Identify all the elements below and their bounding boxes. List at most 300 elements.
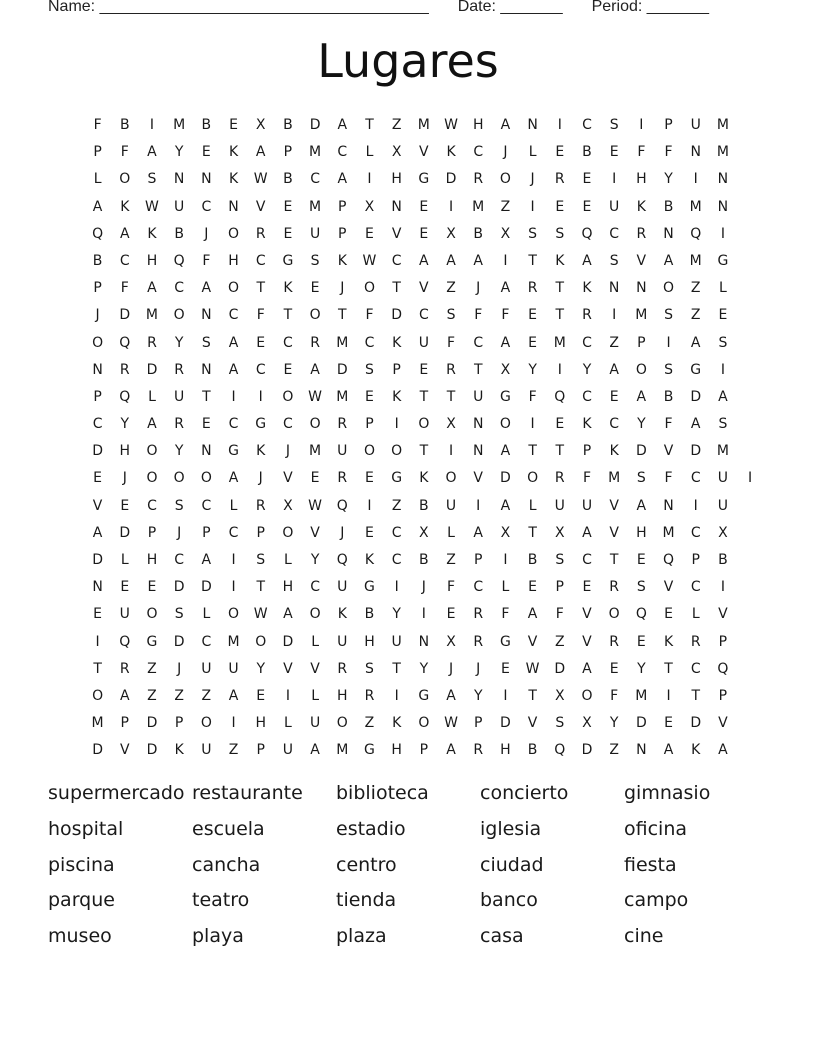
grid-letter: U: [445, 497, 457, 514]
grid-letter: P: [338, 225, 347, 242]
grid-letter: Q: [635, 606, 647, 623]
grid-letter: A: [500, 334, 511, 351]
grid-letter: P: [473, 715, 483, 732]
grid-letter: E: [609, 388, 619, 405]
grid-letter: E: [528, 579, 538, 596]
grid-letter: K: [120, 198, 130, 215]
grid-letter: Z: [391, 117, 402, 133]
grid-letter: M: [145, 307, 159, 324]
grid-row: [84, 737, 764, 764]
grid-letter: I: [693, 497, 698, 514]
grid-letter: B: [419, 552, 429, 568]
grid-letter: N: [201, 171, 212, 188]
grid-letter: D: [690, 388, 702, 405]
grid-letter: F: [610, 687, 619, 704]
grid-letter: V: [283, 660, 293, 677]
grid-letter: C: [283, 334, 293, 351]
grid-letter: B: [201, 117, 212, 133]
grid-letter: H: [146, 252, 158, 269]
word-bank-item: casa: [480, 925, 524, 948]
grid-letter: N: [636, 742, 647, 759]
grid-letter: A: [228, 687, 239, 704]
grid-letter: A: [609, 361, 619, 378]
grid-letter: V: [119, 742, 130, 759]
grid-letter: I: [503, 687, 508, 704]
grid-letter: M: [689, 252, 702, 269]
grid-letter: C: [391, 552, 402, 568]
grid-letter: U: [554, 497, 565, 514]
grid-letter: K: [691, 742, 701, 759]
grid-letter: P: [256, 742, 265, 759]
grid-letter: V: [609, 524, 619, 541]
grid-letter: S: [555, 552, 565, 568]
grid-letter: Q: [717, 660, 729, 677]
grid-letter: K: [419, 470, 429, 487]
grid-letter: S: [609, 117, 619, 133]
grid-letter: X: [446, 416, 456, 433]
grid-letter: R: [636, 225, 647, 242]
grid-letter: H: [255, 715, 266, 732]
grid-letter: K: [337, 606, 347, 623]
grid-letter: W: [308, 388, 323, 405]
grid-letter: C: [391, 524, 402, 541]
grid-letter: F: [501, 606, 510, 623]
grid-row: [84, 384, 764, 411]
grid-letter: A: [147, 280, 157, 297]
grid-letter: R: [609, 579, 620, 596]
grid-letter: Y: [310, 552, 320, 568]
grid-letter: X: [718, 524, 728, 541]
grid-letter: O: [499, 171, 511, 188]
grid-letter: R: [609, 633, 620, 650]
grid-letter: A: [283, 606, 293, 623]
grid-letter: U: [282, 742, 294, 759]
grid-letter: C: [418, 307, 429, 324]
grid-letter: O: [635, 361, 647, 378]
grid-letter: B: [119, 117, 130, 133]
grid-letter: X: [554, 524, 565, 541]
grid-letter: T: [256, 280, 265, 297]
grid-letter: D: [336, 361, 348, 378]
grid-letter: C: [473, 334, 484, 351]
grid-letter: C: [473, 579, 484, 596]
grid-letter: O: [663, 280, 675, 297]
grid-letter: G: [228, 443, 239, 460]
page-title: Lugares: [317, 34, 499, 88]
word-bank-item: centro: [336, 853, 397, 876]
grid-letter: K: [256, 443, 266, 460]
grid-letter: L: [120, 552, 129, 568]
grid-letter: U: [717, 497, 729, 514]
grid-letter: P: [582, 443, 592, 460]
grid-row: [84, 411, 764, 438]
grid-letter: I: [639, 117, 644, 133]
grid-letter: C: [174, 280, 185, 297]
grid-letter: O: [200, 715, 212, 732]
grid-letter: P: [120, 715, 129, 732]
grid-row: [84, 547, 764, 574]
grid-letter: N: [663, 497, 674, 514]
grid-letter: L: [501, 579, 510, 596]
grid-letter: H: [282, 579, 294, 596]
grid-letter: V: [310, 524, 320, 541]
grid-letter: E: [229, 117, 238, 133]
grid-letter: O: [228, 225, 240, 242]
grid-letter: H: [337, 687, 348, 704]
grid-letter: Q: [690, 225, 702, 242]
grid-letter: I: [666, 334, 671, 351]
grid-letter: N: [92, 361, 103, 378]
grid-letter: D: [119, 524, 131, 541]
grid-letter: F: [447, 579, 456, 596]
grid-letter: Q: [554, 388, 566, 405]
grid-letter: A: [500, 280, 511, 297]
grid-letter: C: [690, 524, 701, 541]
grid-letter: Y: [419, 660, 429, 677]
grid-row: [84, 275, 764, 302]
grid-letter: V: [473, 470, 483, 487]
grid-letter: T: [365, 117, 374, 133]
grid-letter: D: [282, 633, 294, 650]
grid-letter: E: [147, 579, 157, 596]
grid-letter: A: [228, 334, 239, 351]
grid-letter: D: [635, 443, 647, 460]
grid-letter: D: [173, 633, 185, 650]
grid-letter: U: [228, 660, 239, 677]
grid-letter: C: [228, 524, 239, 541]
grid-letter: E: [555, 198, 565, 215]
grid-letter: U: [418, 334, 429, 351]
grid-letter: R: [527, 280, 538, 297]
grid-letter: A: [147, 416, 157, 433]
grid-letter: P: [473, 552, 483, 568]
word-bank-item: museo: [48, 925, 112, 948]
grid-row: [84, 629, 764, 656]
grid-letter: C: [473, 144, 484, 161]
grid-letter: S: [310, 252, 320, 269]
grid-letter: E: [365, 470, 374, 487]
grid-letter: D: [445, 171, 457, 188]
grid-letter: J: [340, 524, 345, 541]
grid-letter: O: [309, 606, 321, 623]
grid-letter: X: [554, 687, 565, 704]
grid-letter: T: [691, 687, 700, 704]
grid-letter: B: [582, 144, 592, 161]
grid-letter: M: [336, 388, 349, 405]
grid-letter: H: [228, 252, 239, 269]
grid-letter: L: [284, 715, 292, 732]
grid-letter: O: [282, 524, 294, 541]
grid-letter: A: [636, 388, 647, 405]
grid-letter: C: [609, 416, 620, 433]
grid-letter: O: [391, 443, 403, 460]
grid-letter: S: [365, 660, 374, 677]
grid-letter: I: [149, 117, 155, 133]
grid-letter: T: [609, 552, 619, 568]
grid-letter: F: [664, 144, 673, 161]
grid-letter: T: [555, 443, 565, 460]
grid-row: [84, 194, 764, 221]
grid-letter: T: [202, 388, 211, 405]
name-field-label: Name: _____________________________________: [48, 0, 429, 15]
grid-letter: T: [392, 280, 401, 297]
grid-row: [84, 683, 764, 710]
grid-letter: L: [93, 171, 102, 188]
grid-letter: H: [364, 633, 375, 650]
word-bank-item: cine: [624, 925, 664, 948]
grid-letter: S: [446, 307, 456, 324]
grid-letter: M: [91, 715, 104, 732]
grid-letter: T: [446, 388, 456, 405]
grid-letter: C: [690, 660, 701, 677]
grid-letter: F: [637, 144, 646, 161]
student-info-header: [48, 0, 709, 16]
grid-letter: N: [173, 171, 185, 188]
grid-letter: X: [255, 117, 266, 133]
grid-letter: M: [635, 307, 648, 324]
grid-letter: L: [365, 144, 374, 161]
grid-letter: K: [147, 225, 157, 242]
grid-letter: H: [119, 443, 131, 460]
grid-letter: E: [93, 606, 103, 623]
grid-letter: E: [528, 307, 538, 324]
grid-letter: V: [310, 660, 320, 677]
grid-letter: C: [391, 252, 402, 269]
grid-letter: N: [472, 443, 484, 460]
grid-letter: N: [663, 225, 674, 242]
grid-letter: D: [92, 443, 103, 460]
grid-letter: U: [690, 117, 701, 133]
grid-letter: A: [718, 388, 728, 405]
grid-letter: M: [662, 524, 675, 541]
grid-letter: C: [201, 497, 212, 514]
grid-letter: P: [93, 280, 102, 297]
grid-letter: R: [310, 334, 320, 351]
grid-letter: K: [392, 715, 402, 732]
grid-letter: R: [147, 334, 157, 351]
grid-letter: Q: [581, 225, 593, 242]
grid-letter: D: [391, 307, 403, 324]
grid-letter: U: [581, 497, 593, 514]
grid-letter: O: [581, 687, 593, 704]
grid-letter: M: [608, 470, 621, 487]
grid-letter: O: [92, 334, 104, 351]
grid-letter: D: [500, 470, 511, 487]
grid-letter: E: [365, 388, 374, 405]
grid-letter: E: [256, 334, 266, 351]
grid-letter: C: [582, 388, 592, 405]
grid-letter: I: [394, 416, 399, 433]
grid-letter: L: [691, 606, 700, 623]
grid-letter: O: [418, 715, 430, 732]
grid-letter: O: [282, 388, 294, 405]
grid-letter: S: [201, 334, 211, 351]
grid-letter: O: [363, 280, 375, 297]
grid-letter: F: [120, 280, 129, 297]
grid-letter: C: [255, 361, 266, 378]
grid-letter: S: [664, 361, 673, 378]
grid-letter: D: [500, 715, 511, 732]
grid-letter: F: [474, 307, 483, 324]
grid-letter: E: [636, 633, 646, 650]
grid-letter: T: [256, 579, 265, 596]
grid-letter: P: [174, 715, 184, 732]
grid-letter: Z: [228, 742, 239, 759]
grid-letter: H: [636, 171, 647, 188]
grid-letter: E: [201, 144, 211, 161]
grid-letter: J: [95, 307, 100, 324]
grid-letter: V: [609, 497, 619, 514]
grid-letter: Y: [392, 606, 401, 623]
grid-letter: I: [720, 361, 725, 378]
grid-letter: N: [527, 117, 538, 133]
grid-letter: E: [555, 144, 565, 161]
grid-letter: B: [174, 225, 184, 242]
grid-letter: O: [173, 470, 185, 487]
grid-letter: R: [554, 171, 565, 188]
grid-letter: O: [228, 280, 240, 297]
grid-letter: W: [253, 171, 268, 188]
grid-letter: A: [446, 252, 456, 269]
grid-letter: A: [419, 252, 429, 269]
grid-letter: P: [365, 416, 374, 433]
grid-letter: E: [310, 280, 320, 297]
grid-letter: Z: [609, 334, 619, 351]
grid-letter: F: [555, 606, 564, 623]
grid-letter: R: [582, 307, 592, 324]
grid-letter: Y: [174, 144, 184, 161]
grid-letter: Q: [119, 633, 131, 650]
grid-letter: I: [503, 252, 508, 269]
grid-letter: O: [445, 470, 457, 487]
grid-letter: S: [636, 579, 646, 596]
grid-letter: E: [93, 470, 103, 487]
grid-letter: T: [473, 361, 483, 378]
grid-letter: F: [93, 117, 102, 133]
grid-letter: F: [664, 470, 673, 487]
grid-letter: J: [476, 280, 481, 297]
grid-letter: W: [444, 715, 458, 732]
word-bank-item: supermercado: [48, 782, 185, 804]
grid-letter: T: [528, 687, 537, 704]
grid-letter: D: [146, 361, 158, 378]
grid-letter: F: [501, 307, 510, 324]
grid-letter: Z: [147, 687, 157, 704]
grid-letter: E: [500, 660, 510, 677]
grid-letter: O: [309, 416, 321, 433]
grid-letter: I: [720, 579, 725, 596]
grid-letter: L: [311, 633, 319, 650]
grid-letter: C: [690, 579, 701, 596]
word-search-grid: [84, 112, 764, 765]
grid-letter: E: [120, 579, 130, 596]
grid-letter: B: [718, 552, 728, 568]
grid-letter: K: [228, 144, 239, 161]
grid-letter: S: [528, 225, 538, 242]
grid-letter: S: [256, 552, 266, 568]
grid-letter: O: [608, 606, 620, 623]
grid-letter: G: [255, 416, 267, 433]
grid-letter: A: [310, 742, 320, 759]
grid-letter: C: [690, 470, 701, 487]
grid-letter: G: [499, 388, 511, 405]
grid-letter: Y: [174, 334, 184, 351]
grid-letter: I: [448, 443, 454, 460]
grid-letter: N: [201, 443, 212, 460]
grid-letter: K: [174, 742, 184, 759]
grid-letter: R: [119, 660, 130, 677]
grid-letter: I: [557, 117, 562, 133]
grid-letter: K: [582, 416, 592, 433]
grid-letter: M: [417, 117, 430, 133]
grid-letter: E: [609, 144, 619, 161]
grid-letter: J: [340, 280, 345, 297]
grid-letter: W: [525, 660, 540, 677]
grid-letter: Z: [174, 687, 184, 704]
grid-letter: A: [718, 742, 728, 759]
grid-letter: X: [419, 524, 429, 541]
grid-letter: I: [394, 579, 399, 596]
grid-letter: C: [582, 334, 592, 351]
grid-letter: B: [283, 117, 293, 133]
grid-letter: H: [391, 171, 402, 188]
grid-letter: D: [309, 117, 321, 133]
grid-letter: A: [500, 443, 511, 460]
grid-letter: U: [309, 715, 321, 732]
grid-letter: R: [174, 416, 185, 433]
grid-letter: A: [690, 416, 701, 433]
grid-letter: V: [582, 606, 592, 623]
grid-letter: B: [473, 225, 484, 242]
grid-letter: K: [663, 633, 674, 650]
grid-letter: F: [365, 307, 374, 324]
period-field-label: Period: _______: [591, 0, 710, 15]
grid-letter: R: [255, 225, 266, 242]
grid-letter: A: [663, 742, 674, 759]
grid-letter: N: [201, 361, 212, 378]
grid-letter: K: [392, 334, 402, 351]
grid-letter: I: [612, 307, 617, 324]
grid-letter: Q: [554, 742, 566, 759]
grid-letter: J: [204, 225, 209, 242]
grid-letter: K: [228, 171, 239, 188]
grid-letter: M: [309, 144, 322, 161]
grid-letter: U: [337, 579, 348, 596]
grid-letter: L: [447, 524, 455, 541]
grid-letter: Y: [528, 361, 537, 378]
grid-letter: K: [364, 552, 375, 568]
grid-row: [84, 357, 764, 384]
grid-letter: W: [362, 252, 377, 269]
grid-letter: D: [146, 715, 158, 732]
grid-letter: H: [146, 552, 158, 568]
grid-letter: J: [448, 660, 454, 677]
grid-letter: C: [201, 198, 212, 215]
grid-letter: M: [553, 334, 566, 351]
grid-letter: C: [283, 416, 293, 433]
grid-letter: U: [337, 443, 348, 460]
grid-letter: A: [690, 334, 701, 351]
grid-letter: E: [582, 579, 592, 596]
grid-letter: I: [394, 687, 399, 704]
grid-letter: Z: [446, 552, 456, 568]
grid-letter: L: [528, 497, 537, 514]
grid-letter: N: [418, 633, 430, 650]
grid-letter: A: [582, 524, 592, 541]
grid-letter: G: [364, 579, 375, 596]
word-bank-item: gimnasio: [624, 782, 711, 804]
grid-row: [84, 520, 764, 547]
